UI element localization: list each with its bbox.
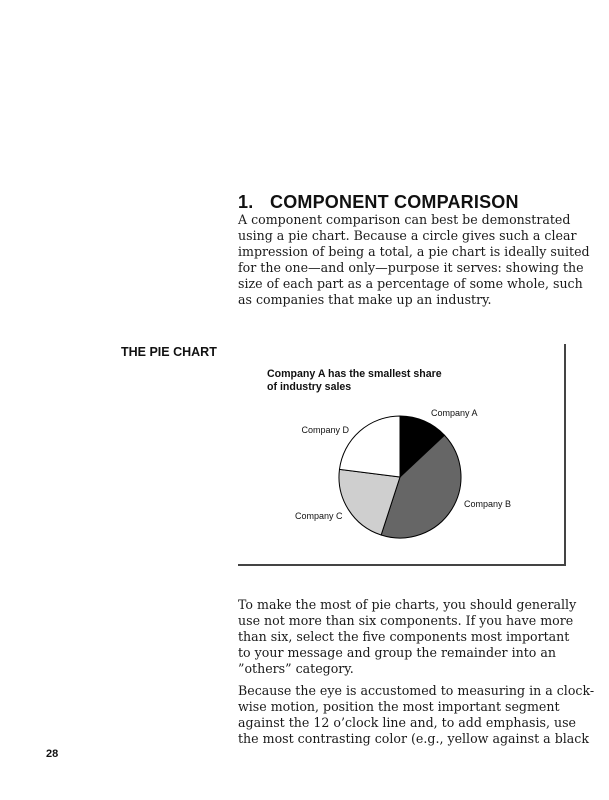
intro-line: size of each part as a percentage of some whole, such bbox=[238, 276, 583, 291]
chart-title-line: of industry sales bbox=[267, 381, 352, 393]
body-line: wise motion, position the most important segment bbox=[238, 699, 560, 714]
chart-title-line: Company A has the smallest share bbox=[267, 368, 442, 380]
body-line: To make the most of pie charts, you should generally bbox=[238, 597, 577, 612]
intro-line: impression of being a total, a pie chart is ideally suited bbox=[238, 244, 590, 259]
intro-line: for the one—and only—purpose it serves: showing the bbox=[238, 260, 584, 275]
body-line: use not more than six components. If you have more bbox=[238, 613, 574, 628]
section-title: COMPONENT COMPARISON bbox=[270, 192, 519, 212]
body-line: Because the eye is accustomed to measuring in a clock- bbox=[238, 683, 595, 698]
section-number: 1. bbox=[238, 192, 254, 212]
body-paragraph-3 bbox=[238, 683, 595, 747]
side-label: THE PIE CHART bbox=[121, 345, 217, 359]
page-number: 28 bbox=[46, 748, 59, 760]
body-line: against the 12 o’clock line and, to add emphasis, use bbox=[238, 715, 576, 730]
section-heading bbox=[238, 192, 519, 213]
pie-label-company-a: Company A bbox=[431, 408, 478, 418]
pie-chart-figure bbox=[238, 344, 566, 566]
body-line: to your message and group the remainder into an bbox=[238, 645, 556, 660]
intro-paragraph bbox=[238, 212, 590, 308]
pie-chart bbox=[238, 344, 566, 566]
intro-line: as companies that make up an industry. bbox=[238, 292, 492, 307]
body-line: the most contrasting color (e.g., yellow against a black bbox=[238, 731, 589, 746]
pie-label-company-c: Company C bbox=[295, 511, 343, 521]
pie-label-company-d: Company D bbox=[301, 425, 349, 435]
body-line: ”others” category. bbox=[238, 661, 354, 676]
pie-label-company-b: Company B bbox=[464, 499, 512, 509]
body-paragraph-2 bbox=[238, 597, 577, 677]
body-line: than six, select the five components most important bbox=[238, 629, 570, 644]
intro-line: using a pie chart. Because a circle gives such a clear bbox=[238, 228, 577, 243]
intro-line: A component comparison can best be demonstrated bbox=[238, 212, 571, 227]
